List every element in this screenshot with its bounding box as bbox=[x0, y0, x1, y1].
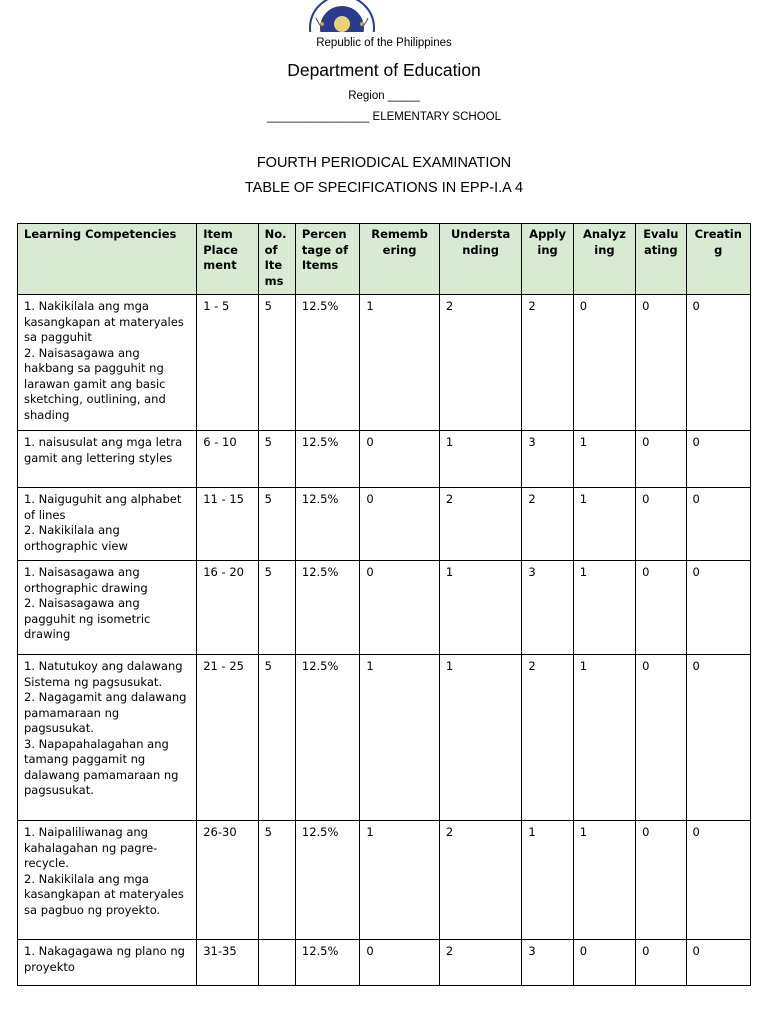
items-cell bbox=[258, 940, 295, 986]
table-row bbox=[18, 561, 751, 655]
competency-cell bbox=[18, 295, 197, 431]
creating-cell: 0 bbox=[686, 295, 751, 431]
placement-cell: 6 - 10 bbox=[197, 431, 258, 488]
table-row bbox=[18, 655, 751, 821]
remembering-cell: 1 bbox=[360, 295, 440, 431]
col-header-placement: Item Place ment bbox=[197, 224, 258, 295]
placement-cell: 16 - 20 bbox=[197, 561, 258, 655]
understanding-cell: 2 bbox=[439, 295, 522, 431]
deped-seal-logo bbox=[308, 0, 376, 32]
understanding-cell: 2 bbox=[439, 940, 522, 986]
applying-cell: 3 bbox=[522, 940, 573, 986]
school-line: ________________ ELEMENTARY SCHOOL bbox=[267, 111, 501, 123]
table-row bbox=[18, 295, 751, 431]
placement-cell: 31-35 bbox=[197, 940, 258, 986]
applying-cell: 2 bbox=[522, 488, 573, 561]
competency-item: 1. Naipaliliwanag ang kahalagahan ng pagre-recycle. bbox=[24, 825, 158, 870]
creating-cell: 0 bbox=[686, 940, 751, 986]
remembering-cell: 0 bbox=[360, 561, 440, 655]
competency-item: 3. Napapahalagahan ang tamang paggamit ng dalawang pamamaraan ng pagsusukat. bbox=[24, 736, 179, 797]
remembering-cell: 1 bbox=[360, 655, 440, 821]
col-header-items: No. of Ite ms bbox=[258, 224, 295, 295]
col-header-analyzing: Analyz ing bbox=[573, 224, 635, 295]
col-header-competencies: Learning Competencies bbox=[18, 224, 197, 295]
placement-cell: 1 - 5 bbox=[197, 295, 258, 431]
creating-cell: 0 bbox=[686, 655, 751, 821]
items-cell: 5 bbox=[258, 295, 295, 431]
percentage-cell: 12.5% bbox=[295, 561, 359, 655]
remembering-cell: 0 bbox=[360, 431, 440, 488]
understanding-cell: 2 bbox=[439, 488, 522, 561]
evaluating-cell: 0 bbox=[636, 655, 686, 821]
table-row bbox=[18, 821, 751, 940]
col-header-understanding: Understa nding bbox=[439, 224, 522, 295]
items-cell: 5 bbox=[258, 431, 295, 488]
competency-cell bbox=[18, 561, 197, 655]
competency-item: 1. Nakikilala ang mga kasangkapan at materyales sa pagguhit bbox=[24, 299, 184, 344]
percentage-cell: 12.5% bbox=[295, 488, 359, 561]
competency-cell bbox=[18, 431, 197, 488]
analyzing-cell: 1 bbox=[573, 821, 635, 940]
competency-item: 1. Naiguguhit ang alphabet of lines bbox=[24, 492, 182, 522]
applying-cell: 1 bbox=[522, 821, 573, 940]
analyzing-cell: 1 bbox=[573, 561, 635, 655]
items-cell: 5 bbox=[258, 655, 295, 821]
competency-item: 2. Nagagamit ang dalawang pamamaraan ng pagsusukat. bbox=[24, 690, 187, 735]
competency-item: 1. Nakagagawa ng plano ng proyekto bbox=[24, 944, 185, 974]
percentage-cell: 12.5% bbox=[295, 940, 359, 986]
competency-cell bbox=[18, 488, 197, 561]
competency-item: 2. Nakikilala ang orthographic view bbox=[24, 523, 128, 553]
col-header-applying: Apply ing bbox=[522, 224, 573, 295]
exam-title: FOURTH PERIODICAL EXAMINATION bbox=[256, 155, 512, 171]
items-cell: 5 bbox=[258, 488, 295, 561]
remembering-cell: 0 bbox=[360, 940, 440, 986]
competency-item: 1. naisusulat ang mga letra gamit ang lettering styles bbox=[24, 435, 183, 465]
table-row bbox=[18, 431, 751, 488]
applying-cell: 2 bbox=[522, 655, 573, 821]
placement-cell: 21 - 25 bbox=[197, 655, 258, 821]
placement-cell: 11 - 15 bbox=[197, 488, 258, 561]
department-title: Department of Education bbox=[287, 60, 481, 80]
percentage-cell: 12.5% bbox=[295, 821, 359, 940]
table-header-row bbox=[18, 224, 751, 295]
percentage-cell: 12.5% bbox=[295, 431, 359, 488]
creating-cell: 0 bbox=[686, 821, 751, 940]
table-row bbox=[18, 488, 751, 561]
evaluating-cell: 0 bbox=[636, 561, 686, 655]
items-cell: 5 bbox=[258, 561, 295, 655]
remembering-cell: 1 bbox=[360, 821, 440, 940]
tos-title: TABLE OF SPECIFICATIONS IN EPP-I.A 4 bbox=[244, 180, 524, 196]
percentage-cell: 12.5% bbox=[295, 295, 359, 431]
col-header-remembering: Rememb ering bbox=[360, 224, 440, 295]
competency-cell bbox=[18, 821, 197, 940]
competency-item: 1. Naisasagawa ang orthographic drawing bbox=[24, 565, 148, 595]
competency-item: 2. Naisasagawa ang pagguhit ng isometric drawing bbox=[24, 596, 151, 641]
understanding-cell: 1 bbox=[439, 561, 522, 655]
region-line: Region _____ bbox=[348, 90, 420, 102]
evaluating-cell: 0 bbox=[636, 295, 686, 431]
applying-cell: 3 bbox=[522, 561, 573, 655]
competency-cell bbox=[18, 940, 197, 986]
items-cell: 5 bbox=[258, 821, 295, 940]
analyzing-cell: 1 bbox=[573, 431, 635, 488]
table-row bbox=[18, 940, 751, 986]
creating-cell: 0 bbox=[686, 488, 751, 561]
competency-item: 2. Naisasagawa ang hakbang sa pagguhit ng larawan gamit ang basic sketching, outlining, and shading bbox=[24, 345, 166, 422]
analyzing-cell: 1 bbox=[573, 655, 635, 821]
understanding-cell: 1 bbox=[439, 655, 522, 821]
col-header-percentage: Percen tage of Items bbox=[295, 224, 359, 295]
applying-cell: 2 bbox=[522, 295, 573, 431]
col-header-creating: Creatin g bbox=[686, 224, 751, 295]
competency-item: 1. Natutukoy ang dalawang Sistema ng pagsusukat. bbox=[24, 659, 183, 689]
analyzing-cell: 0 bbox=[573, 295, 635, 431]
understanding-cell: 1 bbox=[439, 431, 522, 488]
evaluating-cell: 0 bbox=[636, 821, 686, 940]
table-of-specifications bbox=[17, 223, 751, 986]
evaluating-cell: 0 bbox=[636, 488, 686, 561]
analyzing-cell: 0 bbox=[573, 940, 635, 986]
evaluating-cell: 0 bbox=[636, 431, 686, 488]
creating-cell: 0 bbox=[686, 561, 751, 655]
competency-cell bbox=[18, 655, 197, 821]
placement-cell: 26-30 bbox=[197, 821, 258, 940]
col-header-evaluating: Evalu ating bbox=[636, 224, 686, 295]
percentage-cell: 12.5% bbox=[295, 655, 359, 821]
creating-cell: 0 bbox=[686, 431, 751, 488]
republic-label: Republic of the Philippines bbox=[316, 37, 452, 49]
evaluating-cell: 0 bbox=[636, 940, 686, 986]
understanding-cell: 2 bbox=[439, 821, 522, 940]
remembering-cell: 0 bbox=[360, 488, 440, 561]
analyzing-cell: 1 bbox=[573, 488, 635, 561]
competency-item: 2. Nakikilala ang mga kasangkapan at materyales sa pagbuo ng proyekto. bbox=[24, 871, 184, 917]
applying-cell: 3 bbox=[522, 431, 573, 488]
